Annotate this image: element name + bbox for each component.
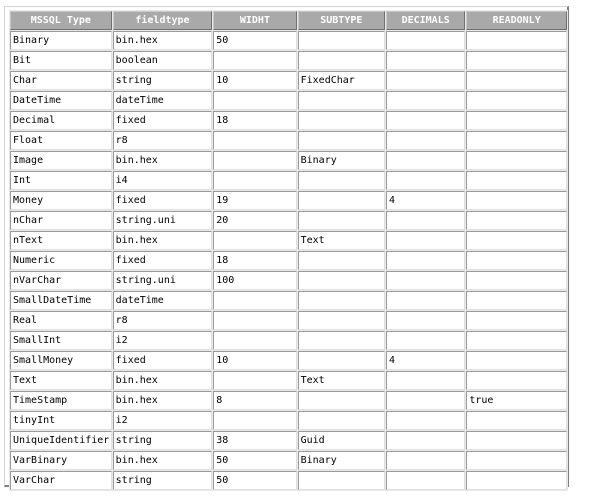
cell-fieldtype: i4	[113, 171, 213, 190]
cell-mssql-type: Int	[10, 171, 112, 190]
cell-readonly	[466, 171, 567, 190]
cell-subtype	[298, 91, 385, 110]
cell-readonly	[466, 351, 567, 370]
cell-fieldtype: dateTime	[113, 91, 213, 110]
cell-readonly	[466, 191, 567, 210]
cell-fieldtype: fixed	[113, 351, 213, 370]
cell-fieldtype: string.uni	[113, 271, 213, 290]
cell-decimals	[386, 71, 465, 90]
cell-mssql-type: DateTime	[10, 91, 112, 110]
table-row	[10, 471, 567, 490]
cell-readonly	[466, 331, 567, 350]
cell-fieldtype: fixed	[113, 191, 213, 210]
cell-decimals	[386, 291, 465, 310]
cell-width: 50	[213, 31, 296, 50]
cell-mssql-type: Char	[10, 71, 112, 90]
cell-readonly	[466, 91, 567, 110]
cell-subtype	[298, 191, 385, 210]
cell-decimals	[386, 51, 465, 70]
table-body	[10, 31, 567, 490]
cell-width	[213, 151, 296, 170]
cell-decimals	[386, 211, 465, 230]
cell-subtype: Guid	[298, 431, 385, 450]
cell-readonly	[466, 291, 567, 310]
cell-fieldtype: fixed	[113, 111, 213, 130]
cell-fieldtype: string.uni	[113, 211, 213, 230]
table-row	[10, 231, 567, 250]
table-row	[10, 51, 567, 70]
cell-readonly	[466, 231, 567, 250]
table-row	[10, 331, 567, 350]
cell-readonly	[466, 251, 567, 270]
cell-decimals	[386, 91, 465, 110]
cell-subtype: Binary	[298, 451, 385, 470]
table-row	[10, 391, 567, 410]
cell-subtype	[298, 211, 385, 230]
cell-subtype	[298, 51, 385, 70]
cell-subtype	[298, 391, 385, 410]
header-row	[10, 11, 567, 30]
cell-readonly	[466, 31, 567, 50]
cell-decimals	[386, 411, 465, 430]
cell-width: 10	[213, 71, 296, 90]
header-mssql-type: MSSQL Type	[10, 11, 112, 30]
cell-readonly	[466, 451, 567, 470]
cell-width	[213, 311, 296, 330]
cell-readonly	[466, 71, 567, 90]
cell-fieldtype: bin.hex	[113, 231, 213, 250]
cell-mssql-type: Float	[10, 131, 112, 150]
cell-mssql-type: SmallMoney	[10, 351, 112, 370]
table-row	[10, 271, 567, 290]
cell-fieldtype: fixed	[113, 251, 213, 270]
cell-decimals	[386, 131, 465, 150]
cell-fieldtype: bin.hex	[113, 31, 213, 50]
cell-decimals	[386, 171, 465, 190]
cell-decimals	[386, 231, 465, 250]
cell-subtype	[298, 271, 385, 290]
cell-readonly	[466, 211, 567, 230]
cell-width	[213, 331, 296, 350]
cell-width: 10	[213, 351, 296, 370]
header-readonly: READONLY	[466, 11, 567, 30]
cell-mssql-type: Money	[10, 191, 112, 210]
cell-fieldtype: bin.hex	[113, 451, 213, 470]
table-row	[10, 251, 567, 270]
cell-readonly	[466, 311, 567, 330]
cell-decimals	[386, 151, 465, 170]
cell-subtype: Binary	[298, 151, 385, 170]
cell-mssql-type: SmallInt	[10, 331, 112, 350]
cell-subtype	[298, 311, 385, 330]
cell-width: 8	[213, 391, 296, 410]
table-row	[10, 351, 567, 370]
cell-width: 19	[213, 191, 296, 210]
table-row	[10, 71, 567, 90]
cell-subtype	[298, 351, 385, 370]
cell-width	[213, 231, 296, 250]
table-row	[10, 411, 567, 430]
cell-subtype: Text	[298, 371, 385, 390]
cell-decimals	[386, 431, 465, 450]
cell-fieldtype: r8	[113, 131, 213, 150]
cell-fieldtype: string	[113, 471, 213, 490]
cell-fieldtype: i2	[113, 331, 213, 350]
table-row	[10, 191, 567, 210]
header-subtype: SUBTYPE	[298, 11, 385, 30]
mssql-type-mapping-table	[9, 10, 568, 491]
cell-mssql-type: VarBinary	[10, 451, 112, 470]
cell-subtype	[298, 131, 385, 150]
cell-width: 50	[213, 451, 296, 470]
table-row	[10, 211, 567, 230]
cell-width	[213, 51, 296, 70]
header-fieldtype: fieldtype	[113, 11, 213, 30]
cell-subtype	[298, 31, 385, 50]
cell-readonly	[466, 51, 567, 70]
cell-subtype: FixedChar	[298, 71, 385, 90]
cell-readonly	[466, 151, 567, 170]
cell-decimals	[386, 311, 465, 330]
cell-mssql-type: Real	[10, 311, 112, 330]
cell-width: 50	[213, 471, 296, 490]
table-row	[10, 151, 567, 170]
cell-decimals	[386, 451, 465, 470]
cell-mssql-type: Binary	[10, 31, 112, 50]
cell-decimals: 4	[386, 351, 465, 370]
cell-readonly	[466, 371, 567, 390]
table-row	[10, 171, 567, 190]
cell-readonly	[466, 471, 567, 490]
cell-fieldtype: bin.hex	[113, 371, 213, 390]
cell-decimals	[386, 391, 465, 410]
header-decimals: DECIMALS	[386, 11, 465, 30]
table-row	[10, 451, 567, 470]
cell-width: 38	[213, 431, 296, 450]
cell-readonly	[466, 271, 567, 290]
cell-mssql-type: UniqueIdentifier	[10, 431, 112, 450]
cell-fieldtype: bin.hex	[113, 391, 213, 410]
cell-decimals	[386, 371, 465, 390]
cell-fieldtype: dateTime	[113, 291, 213, 310]
header-width: WIDHT	[213, 11, 296, 30]
cell-mssql-type: Decimal	[10, 111, 112, 130]
table-row	[10, 31, 567, 50]
cell-readonly	[466, 411, 567, 430]
cell-width	[213, 411, 296, 430]
cell-decimals	[386, 271, 465, 290]
cell-mssql-type: nChar	[10, 211, 112, 230]
cell-subtype	[298, 111, 385, 130]
cell-subtype: Text	[298, 231, 385, 250]
cell-mssql-type: tinyInt	[10, 411, 112, 430]
cell-decimals	[386, 31, 465, 50]
cell-width	[213, 371, 296, 390]
cell-width: 18	[213, 251, 296, 270]
table-row	[10, 91, 567, 110]
cell-mssql-type: Bit	[10, 51, 112, 70]
cell-mssql-type: Numeric	[10, 251, 112, 270]
cell-fieldtype: boolean	[113, 51, 213, 70]
cell-fieldtype: string	[113, 431, 213, 450]
cell-mssql-type: SmallDateTime	[10, 291, 112, 310]
cell-decimals: 4	[386, 191, 465, 210]
table-row	[10, 111, 567, 130]
cell-subtype	[298, 291, 385, 310]
table-row	[10, 131, 567, 150]
cell-decimals	[386, 111, 465, 130]
cell-mssql-type: nText	[10, 231, 112, 250]
cell-mssql-type: nVarChar	[10, 271, 112, 290]
cell-fieldtype: i2	[113, 411, 213, 430]
table-row	[10, 291, 567, 310]
cell-width	[213, 131, 296, 150]
cell-decimals	[386, 471, 465, 490]
cell-width: 100	[213, 271, 296, 290]
cell-decimals	[386, 331, 465, 350]
cell-width: 20	[213, 211, 296, 230]
cell-width	[213, 291, 296, 310]
cell-fieldtype: bin.hex	[113, 151, 213, 170]
table-row	[10, 311, 567, 330]
table-row	[10, 431, 567, 450]
cell-readonly	[466, 131, 567, 150]
cell-mssql-type: Text	[10, 371, 112, 390]
cell-subtype	[298, 331, 385, 350]
cell-width	[213, 91, 296, 110]
cell-width: 18	[213, 111, 296, 130]
cell-mssql-type: VarChar	[10, 471, 112, 490]
table-frame	[4, 6, 569, 487]
cell-subtype	[298, 411, 385, 430]
cell-decimals	[386, 251, 465, 270]
cell-mssql-type: Image	[10, 151, 112, 170]
cell-subtype	[298, 171, 385, 190]
cell-fieldtype: string	[113, 71, 213, 90]
cell-subtype	[298, 471, 385, 490]
cell-subtype	[298, 251, 385, 270]
cell-readonly	[466, 111, 567, 130]
cell-width	[213, 171, 296, 190]
table-row	[10, 371, 567, 390]
cell-readonly	[466, 431, 567, 450]
cell-mssql-type: TimeStamp	[10, 391, 112, 410]
cell-readonly: true	[466, 391, 567, 410]
cell-fieldtype: r8	[113, 311, 213, 330]
